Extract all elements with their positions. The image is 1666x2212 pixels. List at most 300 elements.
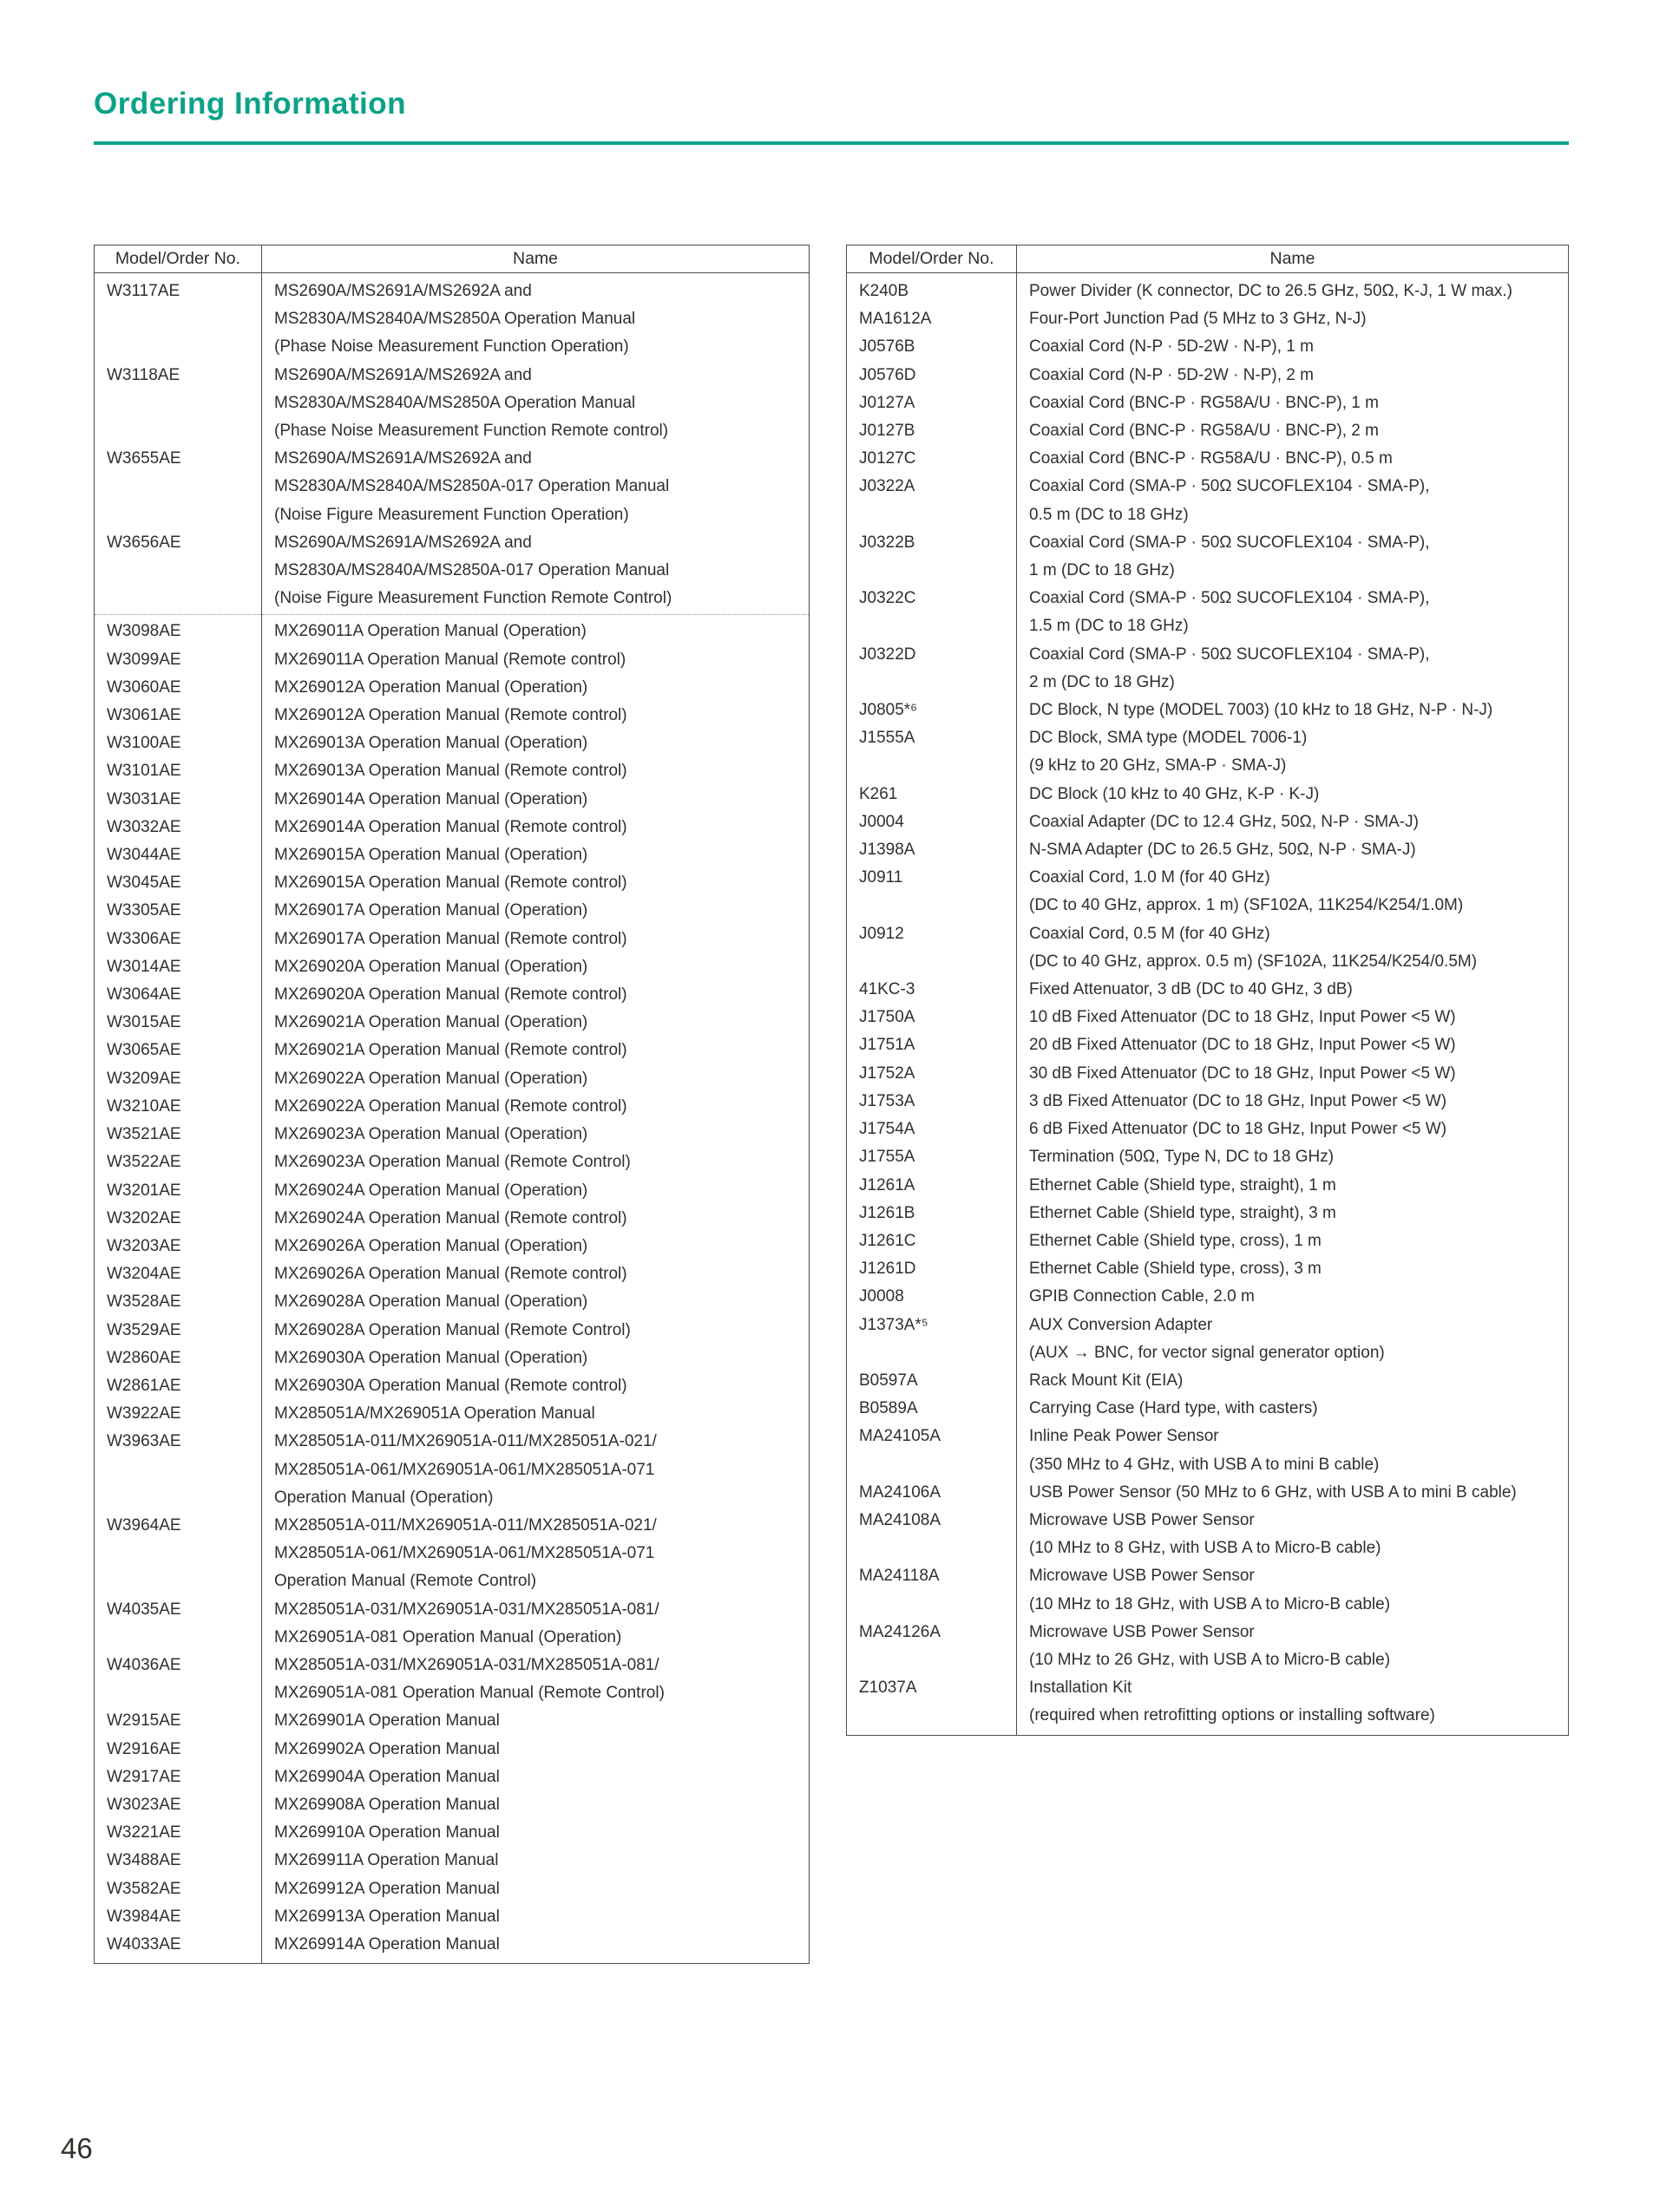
name-cell <box>1017 1172 1569 1200</box>
name-cell <box>1017 1116 1569 1143</box>
name-line: (Phase Noise Measurement Function Remote control) <box>274 422 669 441</box>
name-line: MX269051A-081 Operation Manual (Remote Control) <box>274 1684 665 1703</box>
name-line: Coaxial Cord (BNC-P · RG58A/U · BNC-P), 1 m <box>1029 393 1379 412</box>
table-row <box>847 1116 1569 1143</box>
model-cell: MA24118A <box>847 1562 1017 1618</box>
table-row <box>847 1423 1569 1478</box>
name-line: MX269023A Operation Manual (Operation) <box>274 1125 588 1144</box>
table-row <box>847 1004 1569 1031</box>
name-line: MX269913A Operation Manual <box>274 1907 500 1926</box>
table-row <box>847 333 1569 361</box>
table-row <box>95 1428 810 1512</box>
name-cell <box>262 1317 810 1345</box>
name-cell <box>1017 836 1569 864</box>
table-row <box>847 1395 1569 1423</box>
table-row <box>847 305 1569 333</box>
name-line: MX269023A Operation Manual (Remote Control) <box>274 1153 631 1172</box>
model-cell: W3201AE <box>95 1177 262 1205</box>
name-cell <box>262 273 810 362</box>
name-cell <box>262 1819 810 1847</box>
accessories-ordering-table-container <box>846 245 1569 1736</box>
table-row <box>95 1260 810 1288</box>
table-row <box>95 814 810 841</box>
table-row <box>95 1875 810 1903</box>
name-line: Ethernet Cable (Shield type, cross), 3 m <box>1029 1260 1322 1279</box>
name-line: 20 dB Fixed Attenuator (DC to 18 GHz, Input Power <5 W) <box>1029 1036 1456 1055</box>
model-cell: W3656AE <box>95 529 262 615</box>
name-line: MX269014A Operation Manual (Operation) <box>274 789 588 808</box>
model-cell: J1750A <box>847 1004 1017 1031</box>
table-row <box>847 1143 1569 1171</box>
name-cell <box>1017 781 1569 808</box>
table-row <box>95 869 810 897</box>
name-cell <box>262 1931 810 1964</box>
name-line: (350 MHz to 4 GHz, with USB A to mini B cable) <box>1029 1455 1380 1474</box>
name-line: 2 m (DC to 18 GHz) <box>1029 672 1175 691</box>
table-row <box>95 1652 810 1707</box>
model-cell: J0805*⁶ <box>847 697 1017 724</box>
model-cell: K261 <box>847 781 1017 808</box>
name-cell <box>262 1736 810 1764</box>
model-cell: W2915AE <box>95 1707 262 1735</box>
name-cell <box>1017 1143 1569 1171</box>
model-column-header: Model/Order No. <box>847 245 1017 273</box>
manuals-ordering-table-container <box>94 245 810 1964</box>
name-cell <box>1017 976 1569 1004</box>
name-cell <box>1017 1395 1569 1423</box>
name-line: MX269014A Operation Manual (Remote control) <box>274 817 627 836</box>
name-line: MX269914A Operation Manual <box>274 1934 500 1953</box>
name-line: AUX Conversion Adapter <box>1029 1315 1213 1334</box>
table-row <box>847 529 1569 585</box>
model-cell: W3522AE <box>95 1149 262 1176</box>
model-cell: W3210AE <box>95 1093 262 1121</box>
table-row <box>95 615 810 646</box>
model-cell: W3098AE <box>95 615 262 646</box>
name-cell <box>262 674 810 702</box>
table-row <box>95 1791 810 1819</box>
model-cell: W2917AE <box>95 1764 262 1791</box>
table-row <box>95 1037 810 1064</box>
name-cell <box>262 1875 810 1903</box>
model-cell: J1261B <box>847 1200 1017 1227</box>
name-cell <box>1017 1423 1569 1478</box>
table-row <box>847 585 1569 640</box>
name-cell <box>1017 529 1569 585</box>
name-cell <box>262 981 810 1009</box>
name-cell <box>262 1707 810 1735</box>
model-cell: W3064AE <box>95 981 262 1009</box>
model-cell: W3204AE <box>95 1260 262 1288</box>
table-row <box>847 473 1569 528</box>
model-cell: MA1612A <box>847 305 1017 333</box>
name-cell <box>262 1205 810 1233</box>
name-cell <box>1017 1060 1569 1088</box>
table-row <box>847 1227 1569 1255</box>
name-column-header: Name <box>1017 245 1569 273</box>
model-cell: J1261C <box>847 1227 1017 1255</box>
name-line: Coaxial Adapter (DC to 12.4 GHz, 50Ω, N-P · SMA-J) <box>1029 812 1419 831</box>
table-row <box>95 1177 810 1205</box>
table-row <box>847 362 1569 389</box>
model-cell: W3488AE <box>95 1847 262 1875</box>
table-row <box>847 1507 1569 1562</box>
name-line: Fixed Attenuator, 3 dB (DC to 40 GHz, 3 dB) <box>1029 980 1353 999</box>
model-cell: W3032AE <box>95 814 262 841</box>
name-line: MX269028A Operation Manual (Remote Control) <box>274 1320 631 1339</box>
model-cell: J0322C <box>847 585 1017 640</box>
name-cell <box>262 615 810 646</box>
name-line: MX285051A-011/MX269051A-011/MX285051A-021/ <box>274 1432 657 1451</box>
model-cell: W3582AE <box>95 1875 262 1903</box>
model-cell: W3521AE <box>95 1121 262 1149</box>
table-row <box>95 1707 810 1735</box>
table-row <box>847 273 1569 306</box>
model-cell: J1755A <box>847 1143 1017 1171</box>
table-row <box>847 920 1569 976</box>
model-cell: W3061AE <box>95 702 262 730</box>
table-row <box>847 445 1569 473</box>
name-line: MX269024A Operation Manual (Operation) <box>274 1181 588 1200</box>
model-cell: J1753A <box>847 1088 1017 1116</box>
name-cell <box>1017 1479 1569 1507</box>
table-row <box>95 1764 810 1791</box>
name-cell <box>262 953 810 981</box>
table-row <box>95 1009 810 1037</box>
model-cell: J0322A <box>847 473 1017 528</box>
accessories-ordering-table <box>846 245 1569 1736</box>
table-row <box>95 757 810 785</box>
name-line: MS2690A/MS2691A/MS2692A and <box>274 449 532 468</box>
name-cell <box>262 1596 810 1652</box>
table-row <box>847 1562 1569 1618</box>
name-line: Coaxial Cord (BNC-P · RG58A/U · BNC-P), 2 m <box>1029 422 1379 441</box>
table-row <box>847 389 1569 417</box>
model-cell: J0127C <box>847 445 1017 473</box>
name-cell <box>262 757 810 785</box>
table-row <box>847 641 1569 697</box>
table-row <box>95 786 810 814</box>
name-line: Termination (50Ω, Type N, DC to 18 GHz) <box>1029 1148 1335 1167</box>
name-line: MX269051A-081 Operation Manual (Operation) <box>274 1627 622 1646</box>
table-row <box>847 864 1569 919</box>
model-cell: W3015AE <box>95 1009 262 1037</box>
name-line: (Phase Noise Measurement Function Operation) <box>274 337 629 357</box>
name-cell <box>1017 1674 1569 1735</box>
name-cell <box>1017 1088 1569 1116</box>
name-line: MS2830A/MS2840A/MS2850A Operation Manual <box>274 310 636 329</box>
name-line: 1.5 m (DC to 18 GHz) <box>1029 617 1189 636</box>
model-cell: W3031AE <box>95 786 262 814</box>
page-number: 46 <box>61 2132 93 2164</box>
name-line: Microwave USB Power Sensor <box>1029 1510 1255 1529</box>
name-line: (Noise Figure Measurement Function Operation) <box>274 505 629 524</box>
name-line: MX269908A Operation Manual <box>274 1795 500 1814</box>
name-cell <box>1017 697 1569 724</box>
model-cell: MA24126A <box>847 1619 1017 1674</box>
name-line: MX269030A Operation Manual (Operation) <box>274 1348 588 1367</box>
name-cell <box>262 1065 810 1093</box>
model-cell: J1398A <box>847 836 1017 864</box>
table-row <box>847 781 1569 808</box>
name-line: Ethernet Cable (Shield type, straight), 1 m <box>1029 1175 1336 1194</box>
name-line: Coaxial Cord (SMA-P · 50Ω SUCOFLEX104 · SMA-P), <box>1029 589 1430 608</box>
name-line: MX269022A Operation Manual (Operation) <box>274 1069 588 1088</box>
name-line: (10 MHz to 18 GHz, with USB A to Micro-B cable) <box>1029 1594 1391 1613</box>
name-cell <box>1017 1562 1569 1618</box>
table-row <box>847 1367 1569 1395</box>
name-line: DC Block, N type (MODEL 7003) (10 kHz to 18 GHz, N-P · N-J) <box>1029 701 1493 720</box>
table-row <box>847 976 1569 1004</box>
model-cell: J0008 <box>847 1283 1017 1311</box>
name-line: (AUX → BNC, for vector signal generator option) <box>1029 1343 1385 1362</box>
name-line: Rack Mount Kit (EIA) <box>1029 1371 1184 1390</box>
table-row <box>847 1172 1569 1200</box>
name-line: (DC to 40 GHz, approx. 1 m) (SF102A, 11K254/K254/1.0M) <box>1029 896 1464 915</box>
name-cell <box>1017 305 1569 333</box>
name-cell <box>262 1428 810 1512</box>
model-cell: W3305AE <box>95 897 262 925</box>
name-line: MX269013A Operation Manual (Operation) <box>274 734 588 753</box>
name-cell <box>1017 808 1569 836</box>
table-row <box>95 1903 810 1931</box>
table-row <box>847 697 1569 724</box>
name-line: (Noise Figure Measurement Function Remote Control) <box>274 589 672 608</box>
model-cell: W3655AE <box>95 445 262 529</box>
model-cell: J0912 <box>847 920 1017 976</box>
name-line: (10 MHz to 8 GHz, with USB A to Micro-B cable) <box>1029 1539 1381 1558</box>
name-line: Ethernet Cable (Shield type, cross), 1 m <box>1029 1231 1322 1250</box>
name-cell <box>1017 473 1569 528</box>
name-line: Microwave USB Power Sensor <box>1029 1567 1255 1586</box>
table-row <box>847 1200 1569 1227</box>
table-row <box>95 981 810 1009</box>
model-cell: 41KC-3 <box>847 976 1017 1004</box>
table-row <box>95 1317 810 1345</box>
name-line: MX285051A-031/MX269051A-031/MX285051A-081/ <box>274 1655 659 1674</box>
name-line: 30 dB Fixed Attenuator (DC to 18 GHz, Input Power <5 W) <box>1029 1063 1456 1083</box>
name-line: MS2690A/MS2691A/MS2692A and <box>274 282 532 300</box>
table-row <box>847 1312 1569 1367</box>
name-line: MX269028A Operation Manual (Operation) <box>274 1293 588 1312</box>
table-row <box>847 836 1569 864</box>
table-row <box>847 1031 1569 1059</box>
name-line: Ethernet Cable (Shield type, straight), 3 m <box>1029 1203 1336 1222</box>
model-cell: J0911 <box>847 864 1017 919</box>
name-cell <box>1017 724 1569 780</box>
model-cell: J1751A <box>847 1031 1017 1059</box>
name-cell <box>262 702 810 730</box>
model-cell: J1754A <box>847 1116 1017 1143</box>
table-row <box>95 841 810 869</box>
name-cell <box>262 897 810 925</box>
name-line: 3 dB Fixed Attenuator (DC to 18 GHz, Input Power <5 W) <box>1029 1091 1447 1110</box>
name-cell <box>1017 864 1569 919</box>
name-cell <box>262 646 810 674</box>
model-cell: W3060AE <box>95 674 262 702</box>
table-row <box>95 273 810 362</box>
name-line: Operation Manual (Remote Control) <box>274 1572 537 1591</box>
table-row <box>95 1121 810 1149</box>
name-line: Carrying Case (Hard type, with casters) <box>1029 1399 1318 1418</box>
model-cell: W3101AE <box>95 757 262 785</box>
table-row <box>95 897 810 925</box>
name-cell <box>262 1093 810 1121</box>
table-row <box>95 1345 810 1372</box>
model-cell: W3306AE <box>95 926 262 953</box>
model-cell: W3118AE <box>95 362 262 446</box>
name-cell <box>1017 1255 1569 1283</box>
table-row <box>847 1283 1569 1311</box>
name-cell <box>262 445 810 529</box>
table-row <box>847 1674 1569 1735</box>
name-cell <box>1017 445 1569 473</box>
name-cell <box>1017 389 1569 417</box>
table-row <box>95 1819 810 1847</box>
model-cell: B0597A <box>847 1367 1017 1395</box>
name-cell <box>1017 641 1569 697</box>
name-line: Installation Kit <box>1029 1679 1132 1698</box>
name-line: MS2830A/MS2840A/MS2850A-017 Operation Manual <box>274 561 670 580</box>
name-line: 10 dB Fixed Attenuator (DC to 18 GHz, Input Power <5 W) <box>1029 1008 1456 1027</box>
name-cell <box>262 1512 810 1596</box>
name-line: Coaxial Cord, 1.0 M (for 40 GHz) <box>1029 868 1270 887</box>
name-line: MX269020A Operation Manual (Remote control) <box>274 985 627 1005</box>
table-row <box>95 1596 810 1652</box>
name-line: MX269024A Operation Manual (Remote control) <box>274 1208 627 1227</box>
name-cell <box>1017 273 1569 306</box>
name-line: Coaxial Cord (N-P · 5D-2W · N-P), 1 m <box>1029 337 1314 357</box>
name-cell <box>262 1791 810 1819</box>
model-cell: W3964AE <box>95 1512 262 1596</box>
name-line: MX269021A Operation Manual (Operation) <box>274 1013 588 1032</box>
name-line: USB Power Sensor (50 MHz to 6 GHz, with USB A to mini B cable) <box>1029 1482 1517 1502</box>
model-cell: W4033AE <box>95 1931 262 1964</box>
name-line: MX269015A Operation Manual (Operation) <box>274 846 588 865</box>
name-line: Power Divider (K connector, DC to 26.5 GHz, 50Ω, K-J, 1 W max.) <box>1029 282 1512 300</box>
name-line: Coaxial Cord (SMA-P · 50Ω SUCOFLEX104 · SMA-P), <box>1029 477 1430 496</box>
name-line: Inline Peak Power Sensor <box>1029 1427 1219 1446</box>
table-row <box>847 1619 1569 1674</box>
model-cell: W3528AE <box>95 1288 262 1316</box>
model-cell: MA24106A <box>847 1479 1017 1507</box>
name-line: MX269022A Operation Manual (Remote control) <box>274 1096 627 1116</box>
model-cell: W2916AE <box>95 1736 262 1764</box>
name-line: 6 dB Fixed Attenuator (DC to 18 GHz, Input Power <5 W) <box>1029 1120 1447 1139</box>
name-line: Operation Manual (Operation) <box>274 1488 494 1507</box>
name-line: MX269026A Operation Manual (Remote control) <box>274 1265 627 1284</box>
name-line: Coaxial Cord (BNC-P · RG58A/U · BNC-P), 0.5 m <box>1029 449 1393 468</box>
table-row <box>95 1372 810 1400</box>
name-line: GPIB Connection Cable, 2.0 m <box>1029 1287 1255 1306</box>
title-underline-rule <box>94 141 1569 145</box>
table-row <box>847 808 1569 836</box>
name-line: (DC to 40 GHz, approx. 0.5 m) (SF102A, 11K254/K254/0.5M) <box>1029 952 1478 971</box>
model-cell: W3922AE <box>95 1400 262 1428</box>
name-line: Coaxial Cord, 0.5 M (for 40 GHz) <box>1029 924 1270 943</box>
table-row <box>95 1093 810 1121</box>
name-cell <box>1017 585 1569 640</box>
name-cell <box>262 1764 810 1791</box>
model-cell: W3023AE <box>95 1791 262 1819</box>
name-cell <box>1017 1227 1569 1255</box>
header-row <box>95 245 810 273</box>
model-cell: J1555A <box>847 724 1017 780</box>
table-row <box>95 1931 810 1964</box>
model-cell: W3529AE <box>95 1317 262 1345</box>
name-cell <box>1017 1031 1569 1059</box>
name-line: MX269026A Operation Manual (Operation) <box>274 1236 588 1255</box>
name-cell <box>262 1903 810 1931</box>
name-cell <box>262 1288 810 1316</box>
name-line: Microwave USB Power Sensor <box>1029 1622 1255 1641</box>
name-cell <box>262 869 810 897</box>
name-line: DC Block (10 kHz to 40 GHz, K-P · K-J) <box>1029 784 1320 803</box>
model-cell: Z1037A <box>847 1674 1017 1735</box>
name-line: (required when retrofitting options or installing software) <box>1029 1706 1435 1725</box>
model-cell: MA24105A <box>847 1423 1017 1478</box>
name-line: MX269011A Operation Manual (Remote control) <box>274 650 626 669</box>
model-cell: J1373A*⁵ <box>847 1312 1017 1367</box>
name-cell <box>1017 1312 1569 1367</box>
header-row <box>847 245 1569 273</box>
table-row <box>95 702 810 730</box>
name-line: MX285051A-061/MX269051A-061/MX285051A-071 <box>274 1460 655 1479</box>
name-cell <box>262 926 810 953</box>
name-cell <box>262 1400 810 1428</box>
model-cell: W3100AE <box>95 730 262 757</box>
model-cell: W3963AE <box>95 1428 262 1512</box>
name-line: MX269030A Operation Manual (Remote control) <box>274 1376 627 1395</box>
name-line: MX269013A Operation Manual (Remote control) <box>274 762 627 781</box>
page-title: Ordering Information <box>94 87 406 121</box>
name-line: MX269017A Operation Manual (Remote control) <box>274 929 627 948</box>
name-cell <box>1017 1283 1569 1311</box>
name-cell <box>1017 362 1569 389</box>
name-cell <box>262 1345 810 1372</box>
manuals-ordering-table <box>94 245 810 1964</box>
name-cell <box>262 1149 810 1176</box>
name-cell <box>1017 1200 1569 1227</box>
model-cell: W3014AE <box>95 953 262 981</box>
name-line: Four-Port Junction Pad (5 MHz to 3 GHz, N-J) <box>1029 310 1367 329</box>
name-cell <box>262 841 810 869</box>
model-cell: W4036AE <box>95 1652 262 1707</box>
table-row <box>95 529 810 615</box>
name-cell <box>262 529 810 615</box>
name-line: MX285051A-061/MX269051A-061/MX285051A-071 <box>274 1544 655 1563</box>
model-cell: W3099AE <box>95 646 262 674</box>
name-line: Coaxial Cord (N-P · 5D-2W · N-P), 2 m <box>1029 365 1314 384</box>
model-cell: W3203AE <box>95 1233 262 1260</box>
name-cell <box>262 1847 810 1875</box>
table-row <box>95 1847 810 1875</box>
table-row <box>847 724 1569 780</box>
name-line: MX285051A-031/MX269051A-031/MX285051A-081/ <box>274 1600 659 1619</box>
name-cell <box>1017 920 1569 976</box>
name-line: (10 MHz to 26 GHz, with USB A to Micro-B cable) <box>1029 1650 1391 1669</box>
name-line: MS2690A/MS2691A/MS2692A and <box>274 533 532 552</box>
model-cell: J0127B <box>847 417 1017 445</box>
name-cell <box>1017 1367 1569 1395</box>
table-row <box>95 730 810 757</box>
model-cell: W3117AE <box>95 273 262 362</box>
table-row <box>95 1065 810 1093</box>
name-line: MX269902A Operation Manual <box>274 1739 500 1758</box>
name-cell <box>262 730 810 757</box>
table-row <box>95 1205 810 1233</box>
model-cell: J1261A <box>847 1172 1017 1200</box>
